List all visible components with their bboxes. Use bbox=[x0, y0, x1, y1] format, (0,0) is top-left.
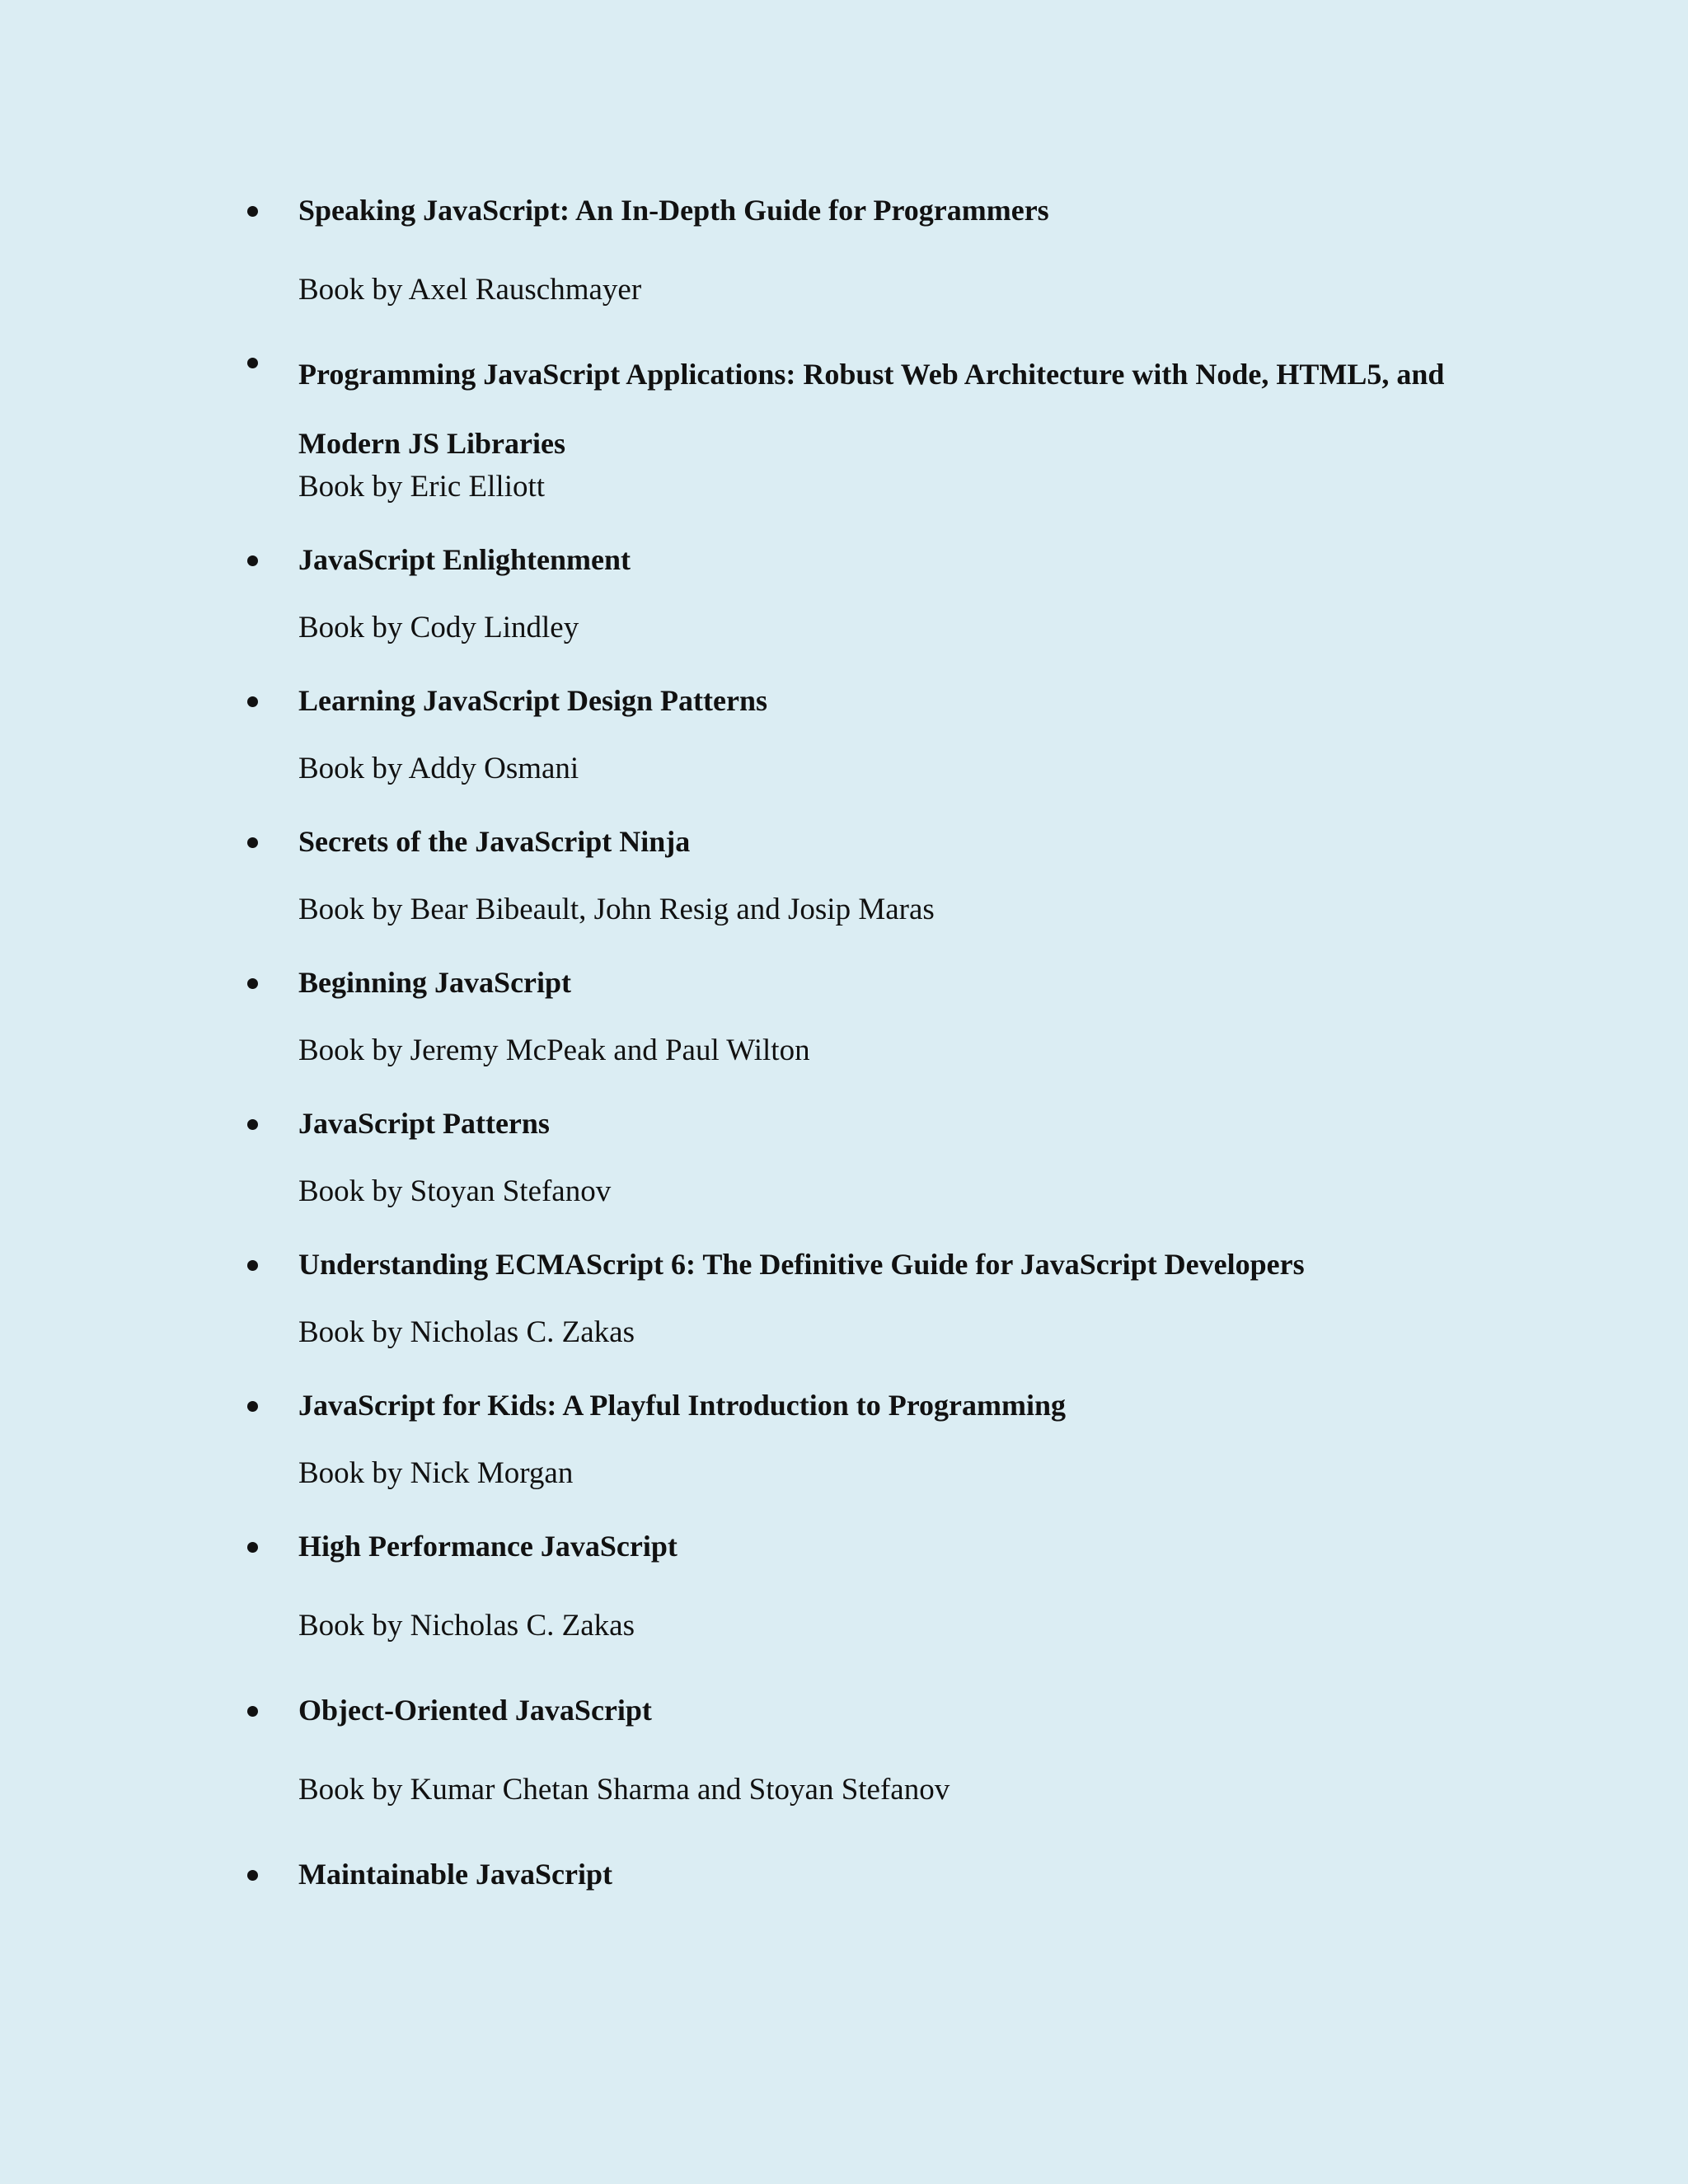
book-author: Book by Kumar Chetan Sharma and Stoyan Stefanov bbox=[298, 1773, 950, 1807]
book-title: Maintainable JavaScript bbox=[298, 1858, 613, 1891]
bullet-icon bbox=[247, 1401, 258, 1412]
bullet-icon bbox=[247, 1542, 258, 1553]
book-title: Secrets of the JavaScript Ninja bbox=[298, 825, 691, 858]
book-author: Book by Stoyan Stefanov bbox=[298, 1174, 612, 1208]
book-author: Book by Eric Elliott bbox=[298, 470, 546, 504]
book-author: Book by Jeremy McPeak and Paul Wilton bbox=[298, 1033, 810, 1067]
bullet-icon bbox=[247, 837, 258, 848]
list-item bbox=[247, 1244, 1500, 1353]
book-author: Book by Nicholas C. Zakas bbox=[298, 1609, 635, 1643]
book-title: Beginning JavaScript bbox=[298, 966, 572, 999]
list-item bbox=[247, 190, 1500, 311]
book-title: Programming JavaScript Applications: Robust Web Architecture with Node, HTML5, and Modern JS Libraries bbox=[298, 358, 1445, 460]
book-author: Book by Nick Morgan bbox=[298, 1456, 574, 1490]
book-title: Understanding ECMAScript 6: The Definitive Guide for JavaScript Developers bbox=[298, 1248, 1305, 1281]
bullet-icon bbox=[247, 1119, 258, 1130]
bullet-icon bbox=[247, 1260, 258, 1271]
bullet-icon bbox=[247, 206, 258, 217]
book-author: Book by Cody Lindley bbox=[298, 611, 579, 644]
book-title: Object-Oriented JavaScript bbox=[298, 1694, 652, 1727]
bullet-icon bbox=[247, 358, 258, 368]
list-item bbox=[247, 539, 1500, 649]
bullet-icon bbox=[247, 555, 258, 566]
bullet-icon bbox=[247, 1706, 258, 1717]
bullet-icon bbox=[247, 978, 258, 989]
book-title: JavaScript for Kids: A Playful Introduction to Programming bbox=[298, 1389, 1067, 1422]
list-item bbox=[247, 1854, 1500, 1895]
book-author: Book by Bear Bibeault, John Resig and Josip Maras bbox=[298, 893, 935, 926]
book-author: Book by Nicholas C. Zakas bbox=[298, 1315, 635, 1349]
list-item bbox=[247, 1385, 1500, 1494]
book-title: JavaScript Enlightenment bbox=[298, 543, 631, 576]
bullet-icon bbox=[247, 1870, 258, 1881]
list-item bbox=[247, 1526, 1500, 1647]
list-item bbox=[247, 680, 1500, 790]
book-title: Speaking JavaScript: An In-Depth Guide for Programmers bbox=[298, 194, 1049, 227]
book-title: Learning JavaScript Design Patterns bbox=[298, 684, 767, 717]
bullet-icon bbox=[247, 696, 258, 707]
list-item bbox=[247, 1690, 1500, 1811]
list-item bbox=[247, 962, 1500, 1071]
list-item bbox=[247, 340, 1500, 508]
book-author: Book by Addy Osmani bbox=[298, 752, 579, 785]
book-title: High Performance JavaScript bbox=[298, 1530, 678, 1563]
list-item bbox=[247, 1103, 1500, 1212]
book-author: Book by Axel Rauschmayer bbox=[298, 273, 642, 307]
book-list bbox=[247, 190, 1500, 1895]
book-title: JavaScript Patterns bbox=[298, 1107, 550, 1140]
list-item bbox=[247, 821, 1500, 930]
